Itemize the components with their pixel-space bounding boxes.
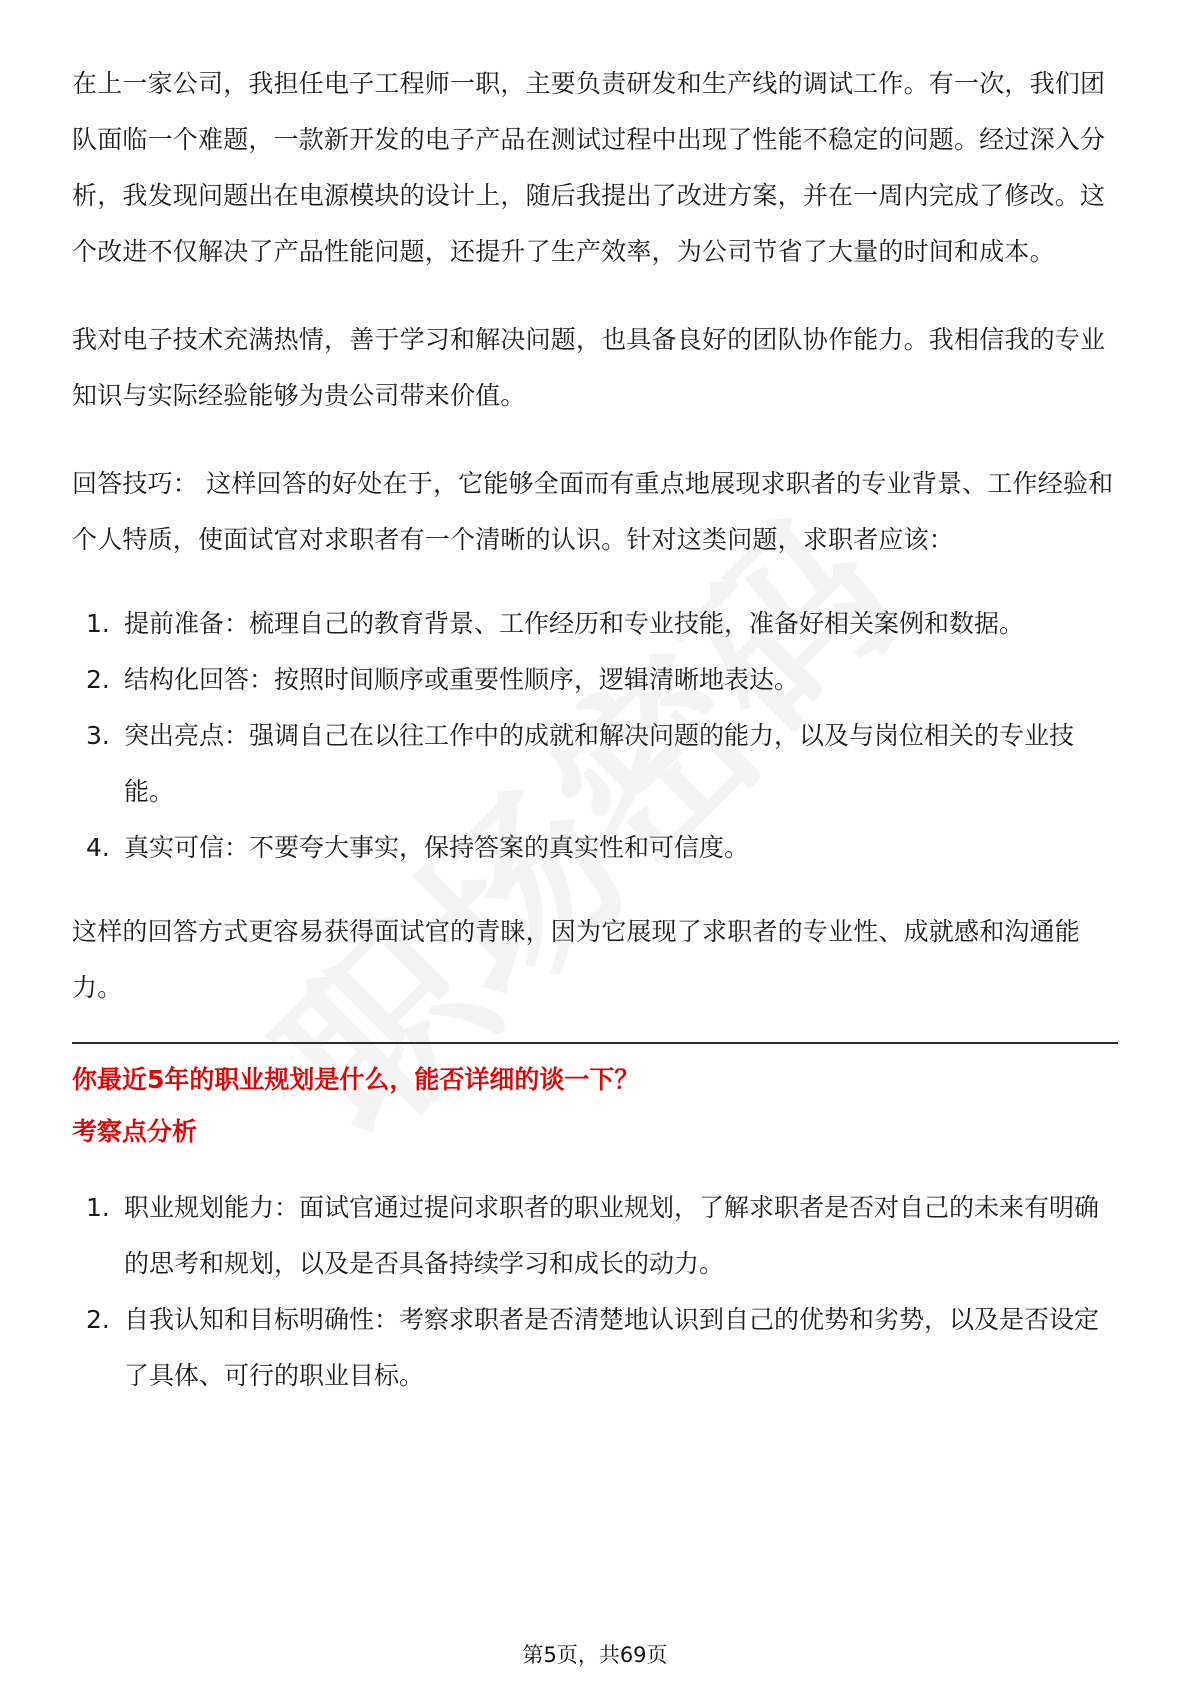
page-number-footer: 第5页，共69页: [522, 1643, 668, 1667]
answer-paragraph-passion: 我对电子技术充满热情，善于学习和解决问题，也具备良好的团队协作能力。我相信我的专业知识与实际经验能够为贵公司带来价值。: [72, 325, 1106, 410]
list-item-number: 1.: [86, 609, 110, 638]
list-item-number: 3.: [86, 721, 110, 750]
list-item-number: 1.: [86, 1193, 110, 1222]
list-item: [72, 1292, 1118, 1404]
list-item-text: 结构化回答：按照时间顺序或重要性顺序，逻辑清晰地表达。: [124, 665, 800, 694]
list-item: [72, 1180, 1118, 1292]
list-item-text: 真实可信：不要夸大事实，保持答案的真实性和可信度。: [124, 833, 750, 862]
answer-paragraph-experience: 在上一家公司，我担任电子工程师一职，主要负责研发和生产线的调试工作。有一次，我们团队面临一个难题，一款新开发的电子产品在测试过程中出现了性能不稳定的问题。经过深入分析，我发现问题出在电源模块的设计上，随后我提出了改进方案，并在一周内完成了修改。这个改进不仅解决了产品性能问题，还提升了生产效率，为公司节省了大量的时间和成本。: [72, 69, 1106, 266]
analysis-heading: 考察点分析: [72, 1117, 198, 1146]
question-title: 你最近5年的职业规划是什么，能否详细的谈一下？: [72, 1065, 640, 1094]
tips-list: [72, 596, 1118, 876]
list-item: [72, 652, 1118, 708]
list-item: [72, 596, 1118, 652]
list-item-text: 提前准备：梳理自己的教育背景、工作经历和专业技能，准备好相关案例和数据。: [124, 609, 1025, 638]
list-item-text: 自我认知和目标明确性：考察求职者是否清楚地认识到自己的优势和劣势，以及是否设定了具体、可行的职业目标。: [124, 1305, 1100, 1390]
list-item: [72, 708, 1118, 820]
list-item-text: 职业规划能力：面试官通过提问求职者的职业规划，了解求职者是否对自己的未来有明确的思考和规划，以及是否具备持续学习和成长的动力。: [124, 1193, 1100, 1278]
list-item: [72, 820, 1118, 876]
list-item-number: 2.: [86, 1305, 110, 1334]
answer-tips-paragraph: 回答技巧： 这样回答的好处在于，它能够全面而有重点地展现求职者的专业背景、工作经验和个人特质，使面试官对求职者有一个清晰的认识。针对这类问题，求职者应该：: [72, 469, 1114, 554]
list-item-text: 突出亮点：强调自己在以往工作中的成就和解决问题的能力，以及与岗位相关的专业技能。: [124, 721, 1075, 806]
list-item-number: 2.: [86, 665, 110, 694]
page-content: [72, 56, 1118, 1404]
list-item-number: 4.: [86, 833, 110, 862]
analysis-list: [72, 1180, 1118, 1404]
answer-closing-paragraph: 这样的回答方式更容易获得面试官的青睐，因为它展现了求职者的专业性、成就感和沟通能力。: [72, 917, 1081, 1002]
